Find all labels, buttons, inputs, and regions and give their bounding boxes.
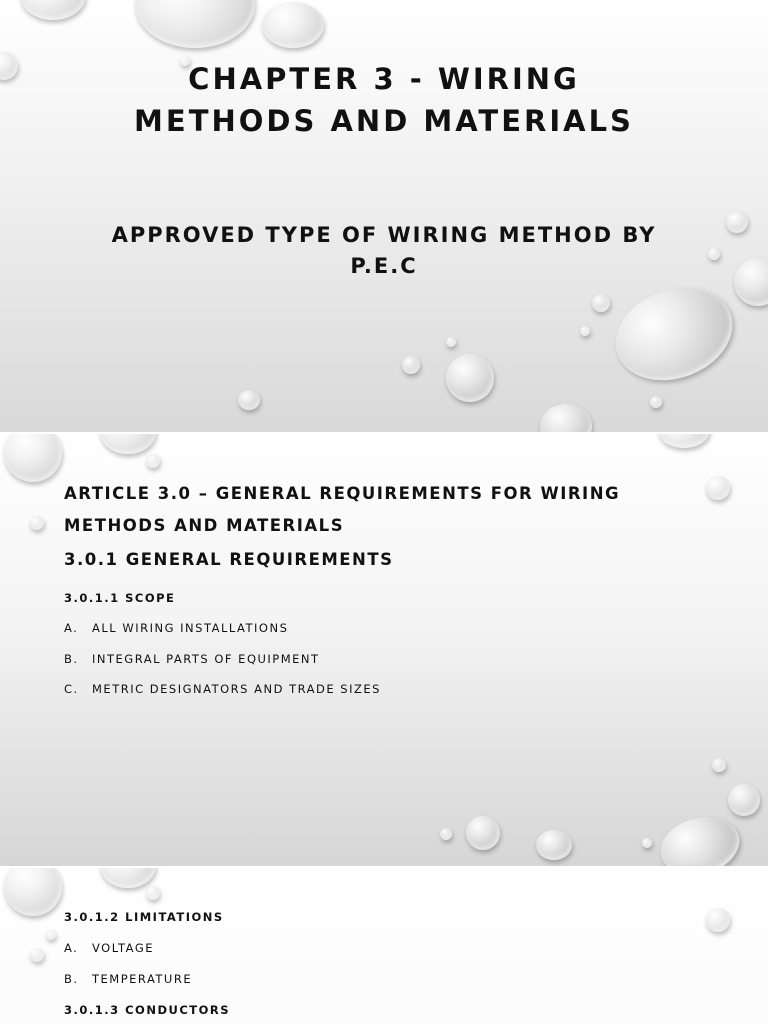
water-drop-decoration [466,816,500,850]
section-heading: 3.0.1 GENERAL REQUIREMENTS [64,550,394,569]
water-drop-decoration [262,2,324,48]
water-drop-decoration [536,830,572,860]
water-drop-decoration [446,354,494,402]
water-drop-decoration [642,838,652,848]
water-drop-decoration [0,52,18,80]
water-drop-decoration [402,356,420,374]
water-drop-decoration [658,434,710,448]
water-drop-decoration [540,404,592,432]
list-marker: A. [64,941,79,955]
list-marker: C. [64,682,79,696]
water-drop-decoration [146,454,160,468]
water-drop-decoration [650,396,662,408]
water-drop-decoration [100,868,156,888]
water-drop-decoration [4,868,62,916]
water-drop-decoration [726,211,748,233]
article-heading: ARTICLE 3.0 – GENERAL REQUIREMENTS FOR WIRING METHODS AND MATERIALS [64,484,621,535]
water-drop-decoration [728,784,760,816]
limitations-slide [0,868,768,1024]
water-drop-decoration [440,828,452,840]
list-item [64,941,154,955]
subsection-heading: 3.0.1.1 SCOPE [64,591,176,605]
water-drop-decoration [603,272,746,396]
subsection-heading: 3.0.1.2 LIMITATIONS [64,910,224,924]
water-drop-decoration [30,948,44,962]
water-drop-decoration [712,758,726,772]
list-marker: A. [64,621,79,635]
water-drop-decoration [46,930,56,940]
list-item-text: INTEGRAL PARTS OF EQUIPMENT [92,652,320,666]
water-drop-decoration [238,390,260,410]
list-item [64,621,288,635]
water-drop-decoration [580,326,590,336]
water-drop-decoration [100,434,156,454]
water-drop-decoration [708,248,720,260]
list-item-text: TEMPERATURE [92,972,193,986]
water-drop-decoration [135,0,255,48]
water-drop-decoration [446,337,456,347]
list-marker: B. [64,972,79,986]
list-item [64,652,320,666]
list-item-text: ALL WIRING INSTALLATIONS [92,621,289,635]
list-item [64,682,381,696]
slide-subtitle: APPROVED TYPE OF WIRING METHOD BY P.E.C [111,223,657,278]
list-marker: B. [64,652,79,666]
water-drop-decoration [146,886,160,900]
water-drop-decoration [734,258,768,306]
water-drop-decoration [30,516,44,530]
water-drop-decoration [20,0,86,20]
slide-title: CHAPTER 3 - WIRING METHODS AND MATERIALS [134,62,634,138]
list-item [64,972,192,986]
water-drop-decoration [592,294,610,312]
water-drop-decoration [706,476,730,500]
general-requirements-slide [0,434,768,866]
water-drop-decoration [706,908,730,932]
list-item-text: METRIC DESIGNATORS AND TRADE SIZES [92,682,381,696]
water-drop-decoration [654,809,746,866]
list-item-text: VOLTAGE [92,941,155,955]
next-subsection-heading: 3.0.1.3 CONDUCTORS [64,1003,231,1017]
title-slide [0,0,768,432]
water-drop-decoration [4,434,62,482]
